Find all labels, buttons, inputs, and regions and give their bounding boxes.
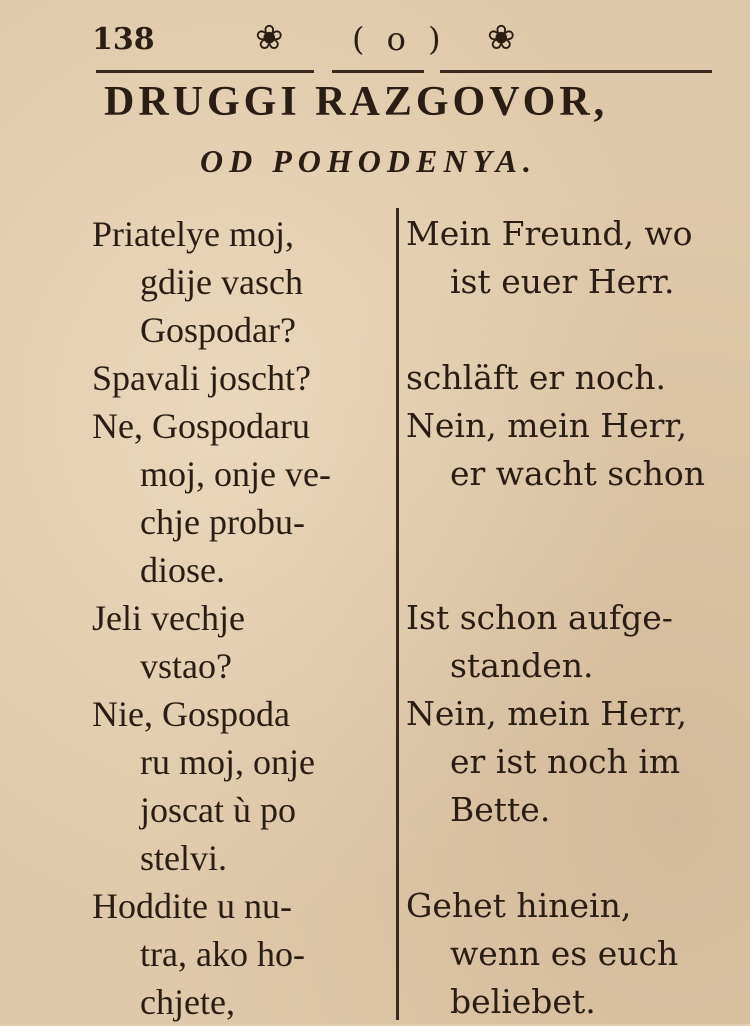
right-line: Gehet hinein, (406, 886, 632, 925)
left-line: chjete, (140, 982, 235, 1022)
left-line: Spavali joscht? (92, 358, 311, 398)
right-line: Mein Freund, wo (406, 214, 693, 253)
left-line: gdije vasch (140, 262, 303, 302)
left-line: tra, ako ho- (140, 934, 305, 974)
page-number: 138 (92, 22, 155, 57)
left-line: Hoddite u nu- (92, 886, 292, 926)
left-line: Ne, Gospodaru (92, 406, 310, 446)
left-line: ru moj, onje (140, 742, 315, 782)
right-line: Nein, mein Herr, (406, 694, 688, 733)
ornament-right-icon: ❀ (487, 18, 516, 58)
right-line: standen. (450, 646, 594, 685)
left-line: joscat ù po (140, 790, 296, 830)
signature-marker: ( o ) (352, 20, 447, 58)
left-line: Jeli vechje (92, 598, 245, 638)
chapter-title: DRUGGI RAZGOVOR, (104, 79, 609, 125)
header-rule-left (96, 70, 314, 73)
right-line: wenn es euch (450, 934, 679, 973)
left-line: diose. (140, 550, 225, 590)
chapter-subtitle: OD POHODENYA. (200, 143, 537, 179)
right-line: Bette. (450, 790, 551, 829)
header-rule-right (440, 70, 712, 73)
left-line: Gospodar? (140, 310, 296, 350)
right-line: schläft er noch. (406, 358, 667, 397)
ornament-left-icon: ❀ (255, 18, 284, 58)
right-line: Ist schon aufge- (406, 598, 673, 637)
right-line: beliebet. (450, 982, 596, 1021)
right-line: er wacht schon (450, 454, 705, 493)
left-line: chje probu- (140, 502, 305, 542)
left-line: vstao? (140, 646, 232, 686)
left-line: stelvi. (140, 838, 227, 878)
left-line: Nie, Gospoda (92, 694, 290, 734)
right-line: Nein, mein Herr, (406, 406, 688, 445)
right-line: er ist noch im (450, 742, 681, 781)
left-line: Priatelye moj, (92, 214, 294, 254)
header-rule-middle (332, 70, 424, 73)
left-line: moj, onje ve- (140, 454, 331, 494)
right-line: ist euer Herr. (450, 262, 675, 301)
column-divider (396, 208, 399, 1020)
